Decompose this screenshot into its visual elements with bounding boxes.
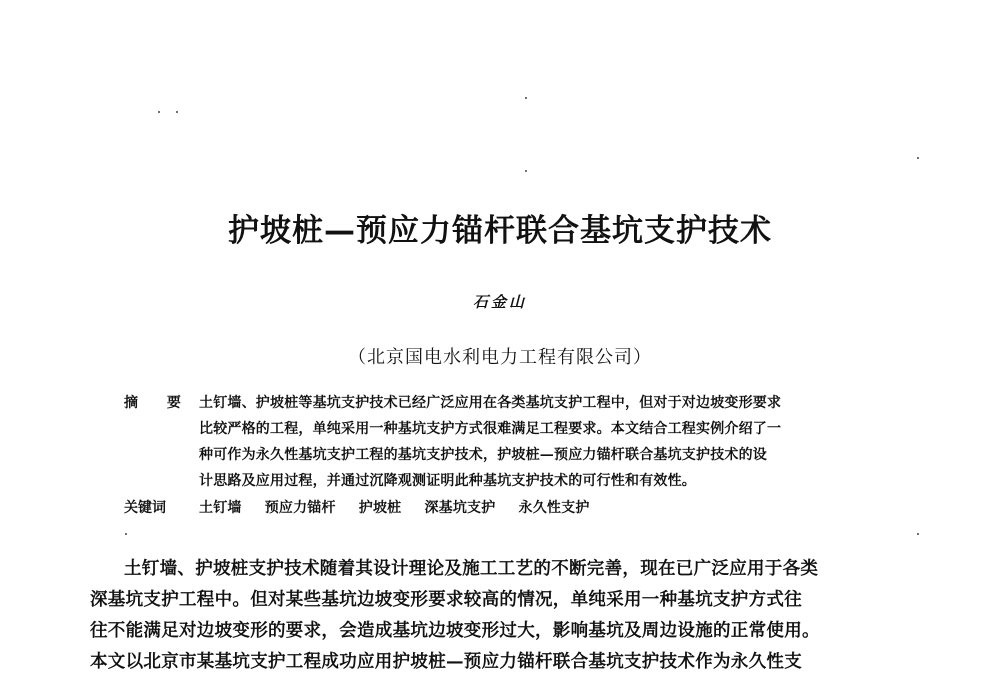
keyword: 土钉墙	[199, 500, 242, 516]
abstract-line: 计思路及应用过程，并通过沉降观测证明此种基坑支护技术的可行性和有效性。	[199, 473, 696, 489]
abstract-line: 比较严格的工程，单纯采用一种基坑支护方式很难满足工程要求。本文结合工程实例介绍了一	[199, 421, 782, 437]
keyword: 永久性支护	[518, 500, 590, 516]
scan-speck	[158, 111, 160, 113]
keyword: 深基坑支护	[424, 500, 496, 516]
abstract-label: 摘 要	[124, 395, 193, 411]
abstract-line: 种可作为永久性基坑支护工程的基坑支护技术，护坡桩—预应力锚杆联合基坑支护技术的设	[199, 447, 767, 463]
body-paragraph-line: 往不能满足对边坡变形的要求，会造成基坑边坡变形过大，影响基坑及周边设施的正常使用。	[90, 621, 820, 641]
scan-speck	[176, 111, 178, 113]
author-affiliation: （北京国电水利电力工程有限公司）	[348, 347, 652, 368]
paper-title: 护坡桩—预应力锚杆联合基坑支护技术	[228, 213, 772, 249]
keyword: 预应力锚杆	[264, 500, 336, 516]
body-paragraph-line: 深基坑支护工程中。但对某些基坑边坡变形要求较高的情况，单纯采用一种基坑支护方式往	[90, 590, 802, 610]
scan-speck	[525, 97, 527, 99]
scan-speck	[125, 533, 127, 535]
scan-speck	[917, 157, 919, 159]
body-paragraph-line: 本文以北京市某基坑支护工程成功应用护坡桩—预应力锚杆联合基坑支护技术作为永久性支	[90, 652, 802, 672]
keywords-label: 关键词	[124, 500, 166, 516]
body-paragraph-line: 土钉墙、护坡桩支护技术随着其设计理论及施工工艺的不断完善，现在已广泛应用于各类	[124, 559, 819, 579]
scan-speck	[917, 533, 919, 535]
keyword: 护坡桩	[358, 500, 402, 516]
author-name: 石金山	[472, 293, 527, 311]
abstract-line: 土钉墙、护坡桩等基坑支护技术已经广泛应用在各类基坑支护工程中，但对于对边坡变形要求	[199, 395, 782, 411]
keywords-list	[199, 497, 909, 517]
scan-speck	[525, 170, 527, 172]
